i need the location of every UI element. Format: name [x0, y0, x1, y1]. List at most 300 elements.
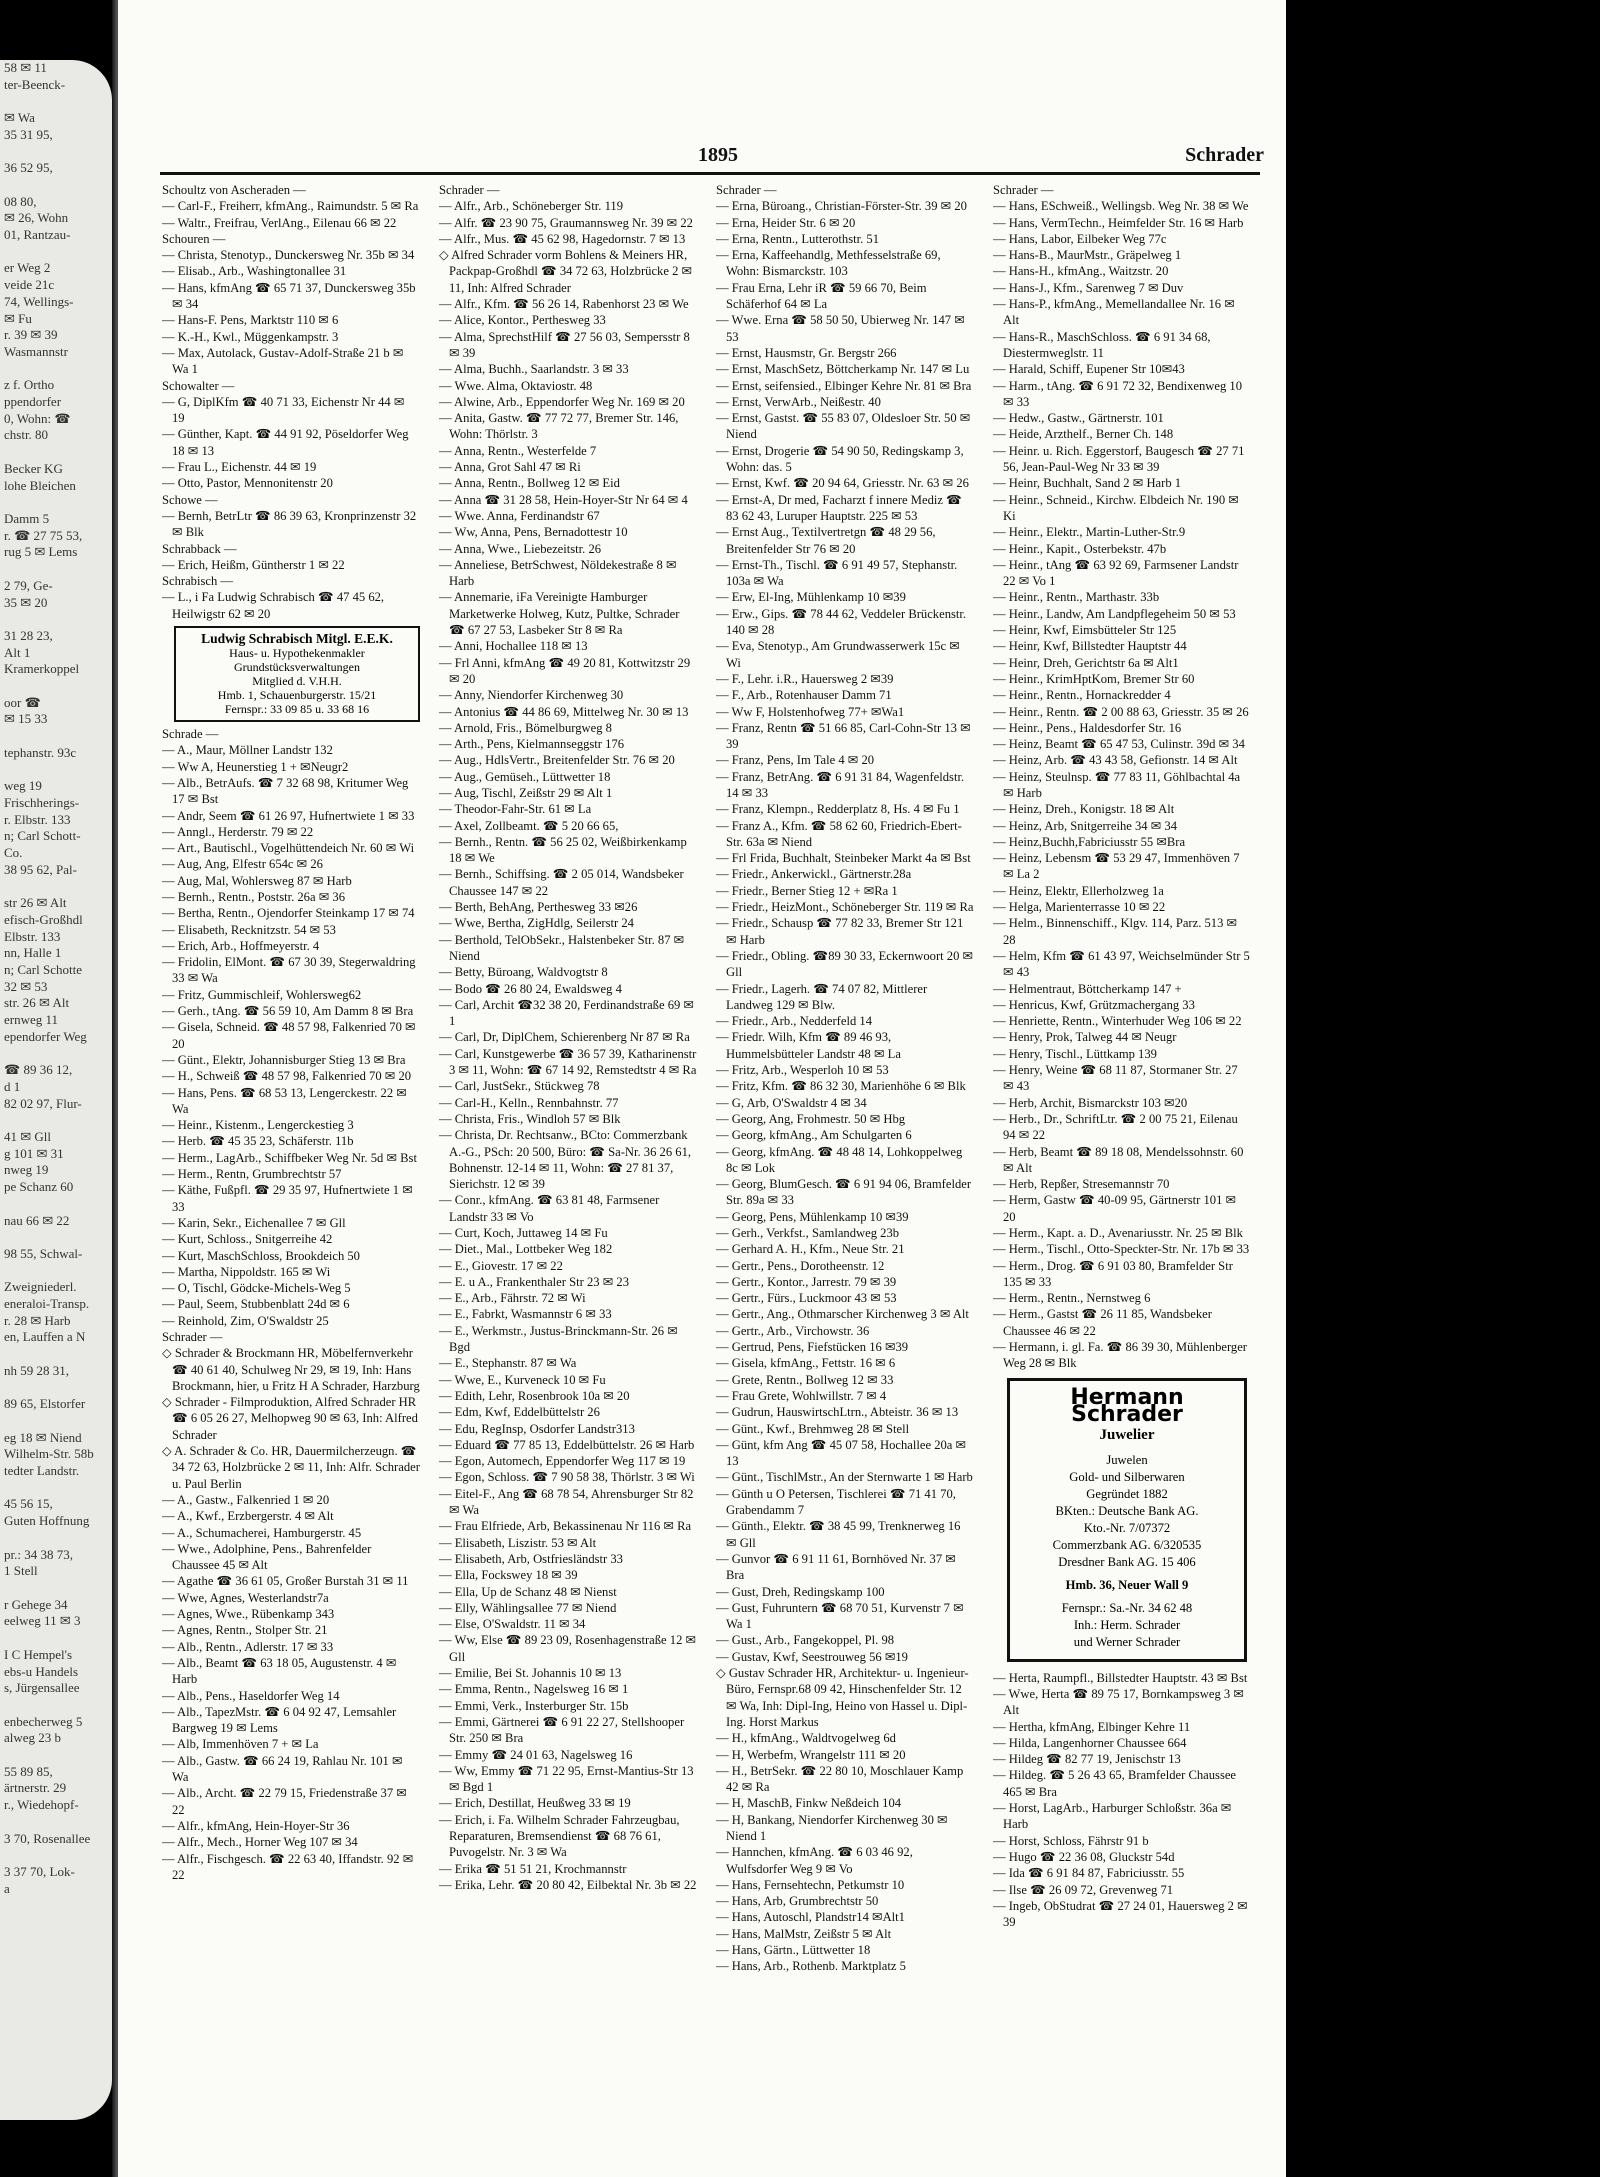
directory-entry: — Gertr., Pens., Dorotheenstr. 12 — [716, 1258, 885, 1273]
directory-entry: — Andr, Seem ☎ 61 26 97, Hufnertwiete 1 ✉ 33 — [162, 808, 415, 823]
directory-entry: — Heinr., Landw, Am Landpflegeheim 50 ✉ 53 — [993, 606, 1236, 621]
directory-entry: — E., Fabrkt, Wasmannstr 6 ✉ 33 — [439, 1307, 612, 1322]
surname-heading: Schrabisch — — [162, 574, 233, 589]
directory-entry: — Hans, Pens. ☎ 68 53 13, Lengerckestr. 22 ✉ Wa — [162, 1085, 407, 1116]
directory-entry: — Ww, Else ☎ 89 23 09, Rosenhagenstraße 12 ✉ Gll — [439, 1633, 697, 1664]
left-page-text-fragment — [0, 1747, 112, 1764]
left-page-text-fragment: Damm 5 — [4, 510, 50, 526]
left-page-text-fragment — [0, 561, 112, 578]
left-page-text-fragment — [0, 1580, 112, 1597]
directory-entry: — Franz, Klempn., Redderplatz 8, Hs. 4 ✉ Fu 1 — [716, 802, 960, 817]
directory-entry: — Heinz, Steulnsp. ☎ 77 83 11, Göhlbachtal 4a ✉ Harb — [993, 769, 1241, 800]
ad-line: Fernspr.: 33 09 85 u. 33 68 16 — [224, 702, 370, 717]
directory-entry: — Alwine, Arb., Eppendorfer Weg Nr. 169 ✉ 20 — [439, 394, 685, 409]
directory-entry: — Günt, kfm Ang ☎ 45 07 58, Hochallee 20a ✉ 13 — [716, 1437, 967, 1469]
left-page-text-fragment: 0, Wohn: ☎ — [4, 410, 71, 426]
ad-line: BKten.: Deutsche Bank AG. — [1055, 1503, 1199, 1518]
directory-entry: — Herb., Dr., SchriftLtr. ☎ 2 00 75 21, Eilenau 94 ✉ 22 — [993, 1111, 1238, 1143]
left-page-text-fragment — [0, 361, 112, 378]
directory-entry: — K.-H., Kwl., Müggenkampstr. 3 — [162, 329, 339, 344]
directory-entry: — Heinz, Lebensm ☎ 53 29 47, Immenhöven 7 ✉ La 2 — [993, 851, 1240, 882]
directory-entry: — Ernst-Th., Tischl. ☎ 6 91 49 57, Stephanstr. 103a ✉ Wa — [716, 557, 958, 589]
directory-entry: — Eduard ☎ 77 85 13, Eddelbüttelstr. 26 ✉ Harb — [439, 1437, 695, 1452]
directory-entry: — Franz A., Kfm. ☎ 58 62 60, Friedrich-Ebert-Str. 63a ✉ Niend — [716, 818, 962, 849]
directory-entry: — Frau Erna, Lehr iR ☎ 59 66 70, Beim Schäferhof 64 ✉ La — [716, 280, 927, 312]
left-page-text-fragment — [0, 611, 112, 628]
directory-entry: — Else, O'Swaldstr. 11 ✉ 34 — [439, 1617, 586, 1632]
directory-entry: — A., Gastw., Falkenried 1 ✉ 20 — [162, 1492, 330, 1507]
directory-entry: — Erich, Destillat, Heußweg 33 ✉ 19 — [439, 1796, 631, 1811]
directory-entry: — Heinr., Pens., Haldesdorfer Str. 16 — [993, 720, 1182, 735]
directory-entry: — Hans, ESchweiß., Wellingsb. Weg Nr. 38 ✉ We — [993, 199, 1249, 214]
directory-entry: — Fritz, Kfm. ☎ 86 32 30, Marienhöhe 6 ✉ Blk — [716, 1079, 966, 1094]
directory-entry: — Kurt, Schloss., Snitgerreihe 42 — [162, 1232, 333, 1247]
surname-heading: Schrader — — [993, 183, 1054, 197]
directory-entry: — E., Giovestr. 17 ✉ 22 — [439, 1258, 563, 1273]
directory-entry: — H, MaschB, Finkw Neßdeich 104 — [716, 1796, 902, 1811]
surname-heading: Schrade — — [162, 727, 219, 742]
directory-entry: — H., kfmAng., Waldtvogelweg 6d — [716, 1731, 896, 1746]
directory-entry: — Georg, kfmAng. ☎ 48 48 14, Lohkoppelweg 8c ✉ Lok — [716, 1144, 963, 1175]
directory-entry: — Hermann, i. gl. Fa. ☎ 86 39 30, Mühlenberger Weg 28 ✉ Blk — [993, 1340, 1247, 1371]
directory-entry: — Heinr., Elektr., Martin-Luther-Str.9 — [993, 525, 1186, 540]
directory-entry: — Axel, Zollbeamt. ☎ 5 20 66 65, — [439, 818, 619, 833]
directory-entry: — Conr., kfmAng. ☎ 63 81 48, Farmsener Landstr 33 ✉ Vo — [439, 1193, 660, 1224]
left-page-text-fragment — [0, 1413, 112, 1430]
directory-entry: — Gertr., Fürs., Luckmoor 43 ✉ 53 — [716, 1291, 897, 1306]
left-page-text-fragment: ppendorfer — [4, 394, 62, 410]
directory-entry: — Georg, Pens, Mühlenkamp 10 ✉39 — [716, 1209, 909, 1224]
directory-entry: — Alfr., Mus. ☎ 45 62 98, Hagedornstr. 7 ✉ 13 — [439, 231, 686, 246]
directory-entry: — Herta, Raumpfl., Billstedter Hauptstr. 43 ✉ Bst — [993, 1670, 1248, 1685]
directory-entry: — Anny, Niendorfer Kirchenweg 30 — [439, 688, 624, 703]
directory-entry: — Heinr, Dreh, Gerichtstr 6a ✉ Alt1 — [993, 655, 1179, 670]
directory-entry: — Hildeg. ☎ 5 26 43 65, Bramfelder Chaussee 465 ✉ Bra — [993, 1768, 1237, 1799]
directory-entry: — Hans, kfmAng ☎ 65 71 37, Dunckersweg 35b ✉ 34 — [162, 280, 416, 312]
left-page-text-fragment: chstr. 80 — [4, 427, 49, 443]
directory-entry: — Heinr., Rentn. ☎ 2 00 88 63, Griesstr. 35 ✉ 26 — [993, 704, 1249, 719]
directory-entry: — Wwe, E., Kurveneck 10 ✉ Fu — [439, 1372, 606, 1387]
directory-entry: — H, Werbefm, Wrangelstr 111 ✉ 20 — [716, 1747, 906, 1762]
directory-entry: — L., i Fa Ludwig Schrabisch ☎ 47 45 62, Heilwigstr 62 ✉ 20 — [162, 590, 385, 621]
directory-entry: — Harm., tAng. ☎ 6 91 72 32, Bendixenweg 10 ✉ 33 — [993, 378, 1242, 409]
directory-entry: — F., Lehr. i.R., Hauersweg 2 ✉39 — [716, 671, 894, 686]
left-page-text-fragment: 41 ✉ Gll — [4, 1129, 52, 1144]
left-page-text-fragment: 08 80, — [4, 193, 37, 209]
directory-entry: — Ernst, Gastst. ☎ 55 83 07, Oldesloer Str. 50 ✉ Niend — [716, 411, 971, 442]
left-page-text-fragment: nh 59 28 31, — [4, 1362, 69, 1378]
left-page-text-fragment: nau 66 ✉ 22 — [4, 1212, 70, 1228]
directory-entry: — Carl, Archit ☎32 38 20, Ferdinandstraße 69 ✉ 1 — [439, 997, 694, 1029]
directory-entry: — Ella, Fockswey 18 ✉ 39 — [439, 1568, 578, 1583]
running-head: Schrader — [1185, 144, 1264, 166]
directory-entry: — Carl-H., Kelln., Rennbahnstr. 77 — [439, 1095, 619, 1110]
directory-entry: — Herm., Rentn., Nernstweg 6 — [993, 1291, 1151, 1306]
directory-entry: — Erich, Heißm, Güntherstr 1 ✉ 22 — [162, 557, 345, 572]
left-page-text-fragment: nweg 19 — [4, 1162, 49, 1178]
left-page-text-fragment: enbecherweg 5 — [4, 1713, 83, 1729]
page-number: 1895 — [698, 144, 738, 166]
directory-entry: — Erna, Büroang., Christian-Förster-Str. 39 ✉ 20 — [716, 199, 967, 214]
directory-entry: — Herm., Rentn, Grumbrechtstr 57 — [162, 1167, 342, 1182]
directory-entry: — Ww F, Holstenhofweg 77+ ✉Wa1 — [716, 704, 905, 719]
directory-entry: — G, DiplKfm ☎ 40 71 33, Eichenstr Nr 44 ✉ 19 — [162, 394, 405, 426]
left-page-text-fragment — [0, 1229, 112, 1246]
directory-entry: — Bernh., Schiffsing. ☎ 2 05 014, Wandsbeker Chaussee 147 ✉ 22 — [439, 867, 684, 898]
directory-entry: — Herm., LagArb., Schiffbeker Weg Nr. 5d ✉ Bst — [162, 1150, 417, 1165]
directory-entry: — Ernst, seifensied., Elbinger Kehre Nr. 81 ✉ Bra — [716, 378, 972, 393]
directory-entry: — Gustav, Kwf, Seestrouweg 56 ✉19 — [716, 1649, 908, 1664]
directory-entry: — Anna, Rentn., Westerfelde 7 — [439, 443, 597, 458]
directory-entry: — Emmi, Verk., Insterburger Str. 15b — [439, 1698, 629, 1713]
directory-entry: — Grete, Rentn., Bollweg 12 ✉ 33 — [716, 1372, 894, 1387]
directory-entry: — Ernst, Kwf. ☎ 20 94 64, Griesstr. Nr. 63 ✉ 26 — [716, 476, 969, 491]
directory-entry: — Anngl., Herderstr. 79 ✉ 22 — [162, 824, 314, 839]
directory-entry: — Hertha, kfmAng, Elbinger Kehre 11 — [993, 1719, 1191, 1734]
left-page-text-fragment: r. 28 ✉ Harb — [4, 1312, 71, 1328]
left-page-text-fragment: Alt 1 — [4, 644, 31, 660]
directory-entry: — Heide, Arzthelf., Berner Ch. 148 — [993, 427, 1174, 442]
left-page-text-fragment — [0, 1196, 112, 1213]
directory-entry: — Carl-F., Freiherr, kfmAng., Raimundstr. 5 ✉ Ra — [162, 199, 419, 214]
left-page-text-fragment: ernweg 11 — [4, 1012, 59, 1028]
left-page-text-fragment: eneraloi-Transp. — [4, 1296, 90, 1312]
directory-entry: — Ernst, MaschSetz, Böttcherkamp Nr. 147 ✉ Lu — [716, 362, 970, 377]
surname-heading: Schoultz von Ascheraden — — [162, 183, 306, 197]
directory-entry: — Gertr., Arb., Virchowstr. 36 — [716, 1323, 870, 1338]
directory-entry: — Alfr. ☎ 23 90 75, Graumannsweg Nr. 39 ✉ 22 — [439, 215, 693, 230]
directory-entry: — Erna, Heider Str. 6 ✉ 20 — [716, 215, 856, 230]
directory-entry: — Herb, Archit, Bismarckstr 103 ✉20 — [993, 1095, 1188, 1110]
left-page-text-fragment: 32 ✉ 53 — [4, 978, 48, 994]
left-page-text-fragment — [0, 1112, 112, 1129]
ad-line: Gold- und Silberwaren — [1069, 1469, 1185, 1484]
directory-entry: — Henry, Prok, Talweg 44 ✉ Neugr — [993, 1030, 1177, 1045]
directory-entry: — Hans-P., kfmAng., Memellandallee Nr. 16 ✉ Alt — [993, 297, 1235, 328]
directory-entry: — Gust, Dreh, Redingskamp 100 — [716, 1584, 885, 1599]
left-page-text-fragment: r., Wiedehopf- — [4, 1797, 79, 1813]
directory-entry: — Carl, Dr, DiplChem, Schierenberg Nr 87 ✉ Ra — [439, 1030, 690, 1045]
directory-entry: — Erika ☎ 51 51 21, Krochmannstr — [439, 1861, 627, 1876]
left-page-text-fragment: en, Lauffen a N — [4, 1329, 86, 1345]
directory-entry: — Erw., Gips. ☎ 78 44 62, Veddeler Brückenstr. 140 ✉ 28 — [716, 606, 967, 638]
left-page-text-fragment: ependorfer Weg — [4, 1028, 87, 1044]
directory-entry: — A., Maur, Möllner Landstr 132 — [162, 743, 333, 758]
directory-entry: — Bernh, BetrLtr ☎ 86 39 63, Kronprinzenstr 32 ✉ Blk — [162, 508, 417, 540]
directory-entry: — Erna, Rentn., Lutterothstr. 51 — [716, 231, 879, 246]
directory-entry: — Heinr., KrimHptKom, Bremer Str 60 — [993, 671, 1195, 686]
directory-entry: — Fritz, Gummischleif, Wohlersweg62 — [162, 987, 362, 1002]
left-page-text-fragment: g 101 ✉ 31 — [4, 1145, 64, 1161]
left-page-text-fragment: r Gehege 34 — [4, 1596, 68, 1612]
left-page-text-fragment: r. ☎ 27 75 53, — [4, 527, 83, 543]
directory-entry: — Henriette, Rentn., Winterhuder Weg 106 ✉ 22 — [993, 1014, 1242, 1029]
left-page-text-fragment: r. 39 ✉ 39 — [4, 327, 58, 343]
left-page-text-fragment: Frischherings- — [4, 794, 80, 810]
left-page-text-fragment: ☎ 89 36 12, — [4, 1062, 73, 1078]
directory-entry: — Diet., Mal., Lottbeker Weg 182 — [439, 1242, 613, 1257]
directory-entry: — Carl, JustSekr., Stückweg 78 — [439, 1079, 600, 1094]
column-1 — [162, 182, 420, 2102]
directory-entry: — Franz, BetrAng. ☎ 6 91 31 84, Wagenfeldstr. 14 ✉ 33 — [716, 769, 965, 800]
directory-entry: — Hans-J., Kfm., Sarenweg 7 ✉ Duv — [993, 280, 1184, 295]
directory-entry: — Herb, Beamt ☎ 89 18 08, Mendelssohnstr. 60 ✉ Alt — [993, 1144, 1244, 1175]
directory-entry: — Gunvor ☎ 6 91 11 61, Bornhöved Nr. 37 ✉ Bra — [716, 1551, 956, 1583]
left-page-text-fragment: ✉ Wa — [4, 110, 35, 126]
directory-entry: — Gerhard A. H., Kfm., Neue Str. 21 — [716, 1242, 905, 1257]
directory-entry: — Ida ☎ 6 91 84 87, Fabriciusstr. 55 — [993, 1866, 1185, 1881]
directory-entry: — Gertr., Ang., Othmarscher Kirchenweg 3 ✉ Alt — [716, 1307, 969, 1322]
directory-entry: — Gust, Fuhruntern ☎ 68 70 51, Kurvenstr 7 ✉ Wa 1 — [716, 1600, 964, 1632]
directory-entry: — Herb. ☎ 45 35 23, Schäferstr. 11b — [162, 1134, 354, 1149]
directory-entry: — Heinz, Arb. ☎ 43 43 58, Gefionstr. 14 ✉ Alt — [993, 753, 1238, 768]
ad-line: Fernspr.: Sa.-Nr. 34 62 48 — [1061, 1600, 1193, 1615]
directory-entry: — Eitel-F., Ang ☎ 68 78 54, Ahrensburger Str 82 ✉ Wa — [439, 1486, 694, 1518]
directory-entry: — Anna ☎ 31 28 58, Hein-Hoyer-Str Nr 64 ✉ 4 — [439, 492, 688, 507]
directory-entry: — Alb., Archt. ☎ 22 79 15, Friedenstraße 37 ✉ 22 — [162, 1786, 407, 1817]
directory-entry: — Anna, Rentn., Bollweg 12 ✉ Eid — [439, 476, 620, 491]
directory-entry: — Georg, Ang, Frohmestr. 50 ✉ Hbg — [716, 1111, 906, 1126]
directory-entry: — Gisela, Schneid. ☎ 48 57 98, Falkenried 70 ✉ 20 — [162, 1020, 416, 1051]
directory-entry: — Fritz, Arb., Wesperloh 10 ✉ 53 — [716, 1063, 889, 1078]
directory-entry: — Waltr., Freifrau, VerlAng., Eilenau 66 ✉ 22 — [162, 215, 397, 230]
left-page-text-fragment: 38 95 62, Pal- — [4, 861, 77, 877]
left-page-text-fragment: ✉ 26, Wohn — [4, 210, 69, 226]
directory-entry: — Herm., Gastst ☎ 26 11 85, Wandsbeker Chaussee 46 ✉ 22 — [993, 1307, 1212, 1338]
directory-entry: — Berth, BehAng, Perthesweg 33 ✉26 — [439, 900, 638, 915]
ad-line: Haus- u. Hypothekenmakler — [229, 646, 365, 661]
directory-entry: — Elisab., Arb., Washingtonallee 31 — [162, 264, 347, 279]
directory-entry: — Erich, i. Fa. Wilhelm Schrader Fahrzeugbau, Reparaturen, Bremsendienst ☎ 68 76 61, Puvogelstr. Nr. 3 ✉ Wa — [439, 1812, 680, 1860]
directory-entry: — Hans-R., MaschSchloss. ☎ 6 91 34 68, Diestermweglstr. 11 — [993, 329, 1211, 360]
directory-entry: — Bertha, Rentn., Ojendorfer Steinkamp 17 ✉ 74 — [162, 906, 415, 921]
directory-entry: — Ernst Aug., Textilvertretgn ☎ 48 29 56, Breitenfelder Str 76 ✉ 20 — [716, 525, 936, 556]
directory-entry: — Alma, Buchh., Saarlandstr. 3 ✉ 33 — [439, 362, 629, 377]
left-page-text-fragment: n; Carl Schott- — [4, 828, 81, 844]
surname-heading: Schrader — — [439, 183, 500, 197]
directory-entry: — Wwe. Erna ☎ 58 50 50, Ubierweg Nr. 147 ✉ 53 — [716, 313, 965, 344]
surname-heading: Schrader — — [716, 183, 777, 197]
directory-entry: — H, Bankang, Niendorfer Kirchenweg 30 ✉ Niend 1 — [716, 1812, 948, 1843]
directory-entry: — Elly, Wählingsallee 77 ✉ Niend — [439, 1600, 617, 1615]
ad-line: Hmb. 1, Schauenburgerstr. 15/21 — [217, 688, 377, 703]
directory-entry: — Emmy ☎ 24 01 63, Nagelsweg 16 — [439, 1747, 633, 1762]
directory-entry: — Friedr., Berner Stieg 12 + ✉Ra 1 — [716, 883, 898, 898]
directory-entry: ◇ Schrader - Filmproduktion, Alfred Schrader HR ☎ 6 05 26 27, Melhopweg 90 ✉ 63, Inh: Alfred Schrader — [162, 1395, 418, 1442]
directory-entry: — Hilda, Langenhorner Chaussee 664 — [993, 1735, 1187, 1750]
directory-entry: — Anna, Grot Sahl 47 ✉ Ri — [439, 460, 581, 475]
left-page-text-fragment: 1 Stell — [4, 1563, 38, 1579]
directory-entry: — Heinr., Schneid., Kirchw. Elbdeich Nr. 190 ✉ Ki — [993, 492, 1239, 523]
directory-entry: — Kurt, MaschSchloss, Brookdeich 50 — [162, 1248, 360, 1263]
directory-entry: — Bernh., Rentn. ☎ 56 25 02, Weißbirkenkamp 18 ✉ We — [439, 834, 687, 866]
directory-entry: — A., Kwf., Erzbergerstr. 4 ✉ Alt — [162, 1509, 334, 1524]
directory-entry: — Frl Frida, Buchhalt, Steinbeker Markt 4a ✉ Bst — [716, 851, 971, 866]
left-page-text-fragment: 01, Rantzau- — [4, 227, 71, 243]
directory-entry: — Friedr., Schausp ☎ 77 82 33, Bremer Str 121 ✉ Harb — [716, 916, 964, 947]
directory-entry: — Helmentraut, Böttcherkamp 147 + — [993, 981, 1182, 996]
directory-entry: — Hans, Arb., Rothenb. Marktplatz 5 — [716, 1959, 906, 1974]
directory-entry: — Eva, Stenotyp., Am Grundwasserwerk 15c ✉ Wi — [716, 639, 960, 670]
directory-entry: — Herm, Gastw ☎ 40-09 95, Gärtnerstr 101 ✉ 20 — [993, 1193, 1237, 1224]
left-page-text-fragment: eelweg 11 ✉ 3 — [4, 1613, 81, 1629]
left-page-text-fragment — [0, 728, 112, 745]
directory-entry: — Henry, Tischl., Lüttkamp 139 — [993, 1046, 1157, 1061]
directory-entry: — Heinz, Beamt ☎ 65 47 53, Culinstr. 39d ✉ 34 — [993, 737, 1245, 752]
left-page-text-fragment: tedter Landstr. — [4, 1463, 80, 1479]
surname-heading: Schrader — — [162, 1330, 223, 1344]
left-page-text-fragment: 74, Wellings- — [4, 293, 74, 309]
ad-line: Gegründet 1882 — [1086, 1486, 1168, 1501]
left-page-text-fragment: Kramerkoppel — [4, 661, 80, 677]
directory-entry: — Christa, Dr. Rechtsanw., BCto: Commerzbank A.-G., PSch: 20 500, Büro: ☎ Sa-Nr. 36 26 61, Bohnenstr. 12-14 ✉ 11, Wohn: ☎ 27 81 37, Sierichstr. 12 ✉ 39 — [439, 1128, 692, 1192]
directory-entry: — Helm, Kfm ☎ 61 43 97, Weichselmünder Str 5 ✉ 43 — [993, 948, 1250, 980]
directory-entry: — Otto, Pastor, Mennonitenstr 20 — [162, 476, 333, 491]
directory-entry: — Heinr, Kwf, Eimsbütteler Str 125 — [993, 623, 1177, 638]
directory-entry: — Wwe, Bertha, ZigHdlg, Seilerstr 24 — [439, 916, 634, 931]
left-page-text-fragment: str 26 ✉ Alt — [4, 895, 67, 911]
left-page-text-fragment: s, Jürgensallee — [4, 1680, 80, 1696]
directory-entry: — Egon, Automech, Eppendorfer Weg 117 ✉ 19 — [439, 1454, 686, 1469]
directory-entry: — Edith, Lehr, Rosenbrook 10a ✉ 20 — [439, 1388, 630, 1403]
ad-line: Dresdner Bank AG. 15 406 — [1058, 1554, 1196, 1569]
directory-entry: — Georg, kfmAng., Am Schulgarten 6 — [716, 1128, 912, 1143]
left-page-text-fragment: oor ☎ — [4, 694, 41, 710]
directory-entry: — Max, Autolack, Gustav-Adolf-Straße 21 b ✉ Wa 1 — [162, 345, 404, 377]
left-page-text-fragment: tephanstr. 93c — [4, 744, 77, 760]
directory-entry: — Art., Bautischl., Vogelhüttendeich Nr. 60 ✉ Wi — [162, 841, 415, 856]
directory-entry: — Erich, Arb., Hoffmeyerstr. 4 — [162, 938, 320, 953]
directory-entry: — Heinr., tAng ☎ 63 92 69, Farmsener Landstr 22 ✉ Vo 1 — [993, 557, 1239, 589]
left-page-text-fragment: Wasmannstr — [4, 343, 68, 359]
directory-entry: — Alfr., kfmAng, Hein-Hoyer-Str 36 — [162, 1818, 350, 1833]
left-page-text-fragment — [0, 1480, 112, 1497]
directory-entry: — Ww, Emmy ☎ 71 22 95, Ernst-Mantius-Str 13 ✉ Bgd 1 — [439, 1763, 694, 1795]
left-page-text-fragment: nn, Halle 1 — [4, 945, 62, 961]
directory-entry: — Gertr., Kontor., Jarrestr. 79 ✉ 39 — [716, 1274, 897, 1289]
left-page-text-fragment: veide 21c — [4, 277, 55, 293]
left-page-text-fragment: pr.: 34 38 73, — [4, 1546, 73, 1562]
directory-entry: — Alb., Gastw. ☎ 66 24 19, Rahlau Nr. 101 ✉ Wa — [162, 1753, 403, 1785]
directory-entry: — Henry, Weine ☎ 68 11 87, Stormaner Str. 27 ✉ 43 — [993, 1063, 1238, 1094]
left-page-text-fragment — [0, 1346, 112, 1363]
ad-line: Grundstücksverwaltungen — [234, 660, 360, 675]
directory-entry: — Christa, Fris., Windloh 57 ✉ Blk — [439, 1111, 621, 1126]
left-page-text-fragment: alweg 23 b — [4, 1730, 62, 1746]
left-page-text-fragment: I C Hempel's — [4, 1646, 73, 1662]
directory-entry: — Gust., Arb., Fangekoppel, Pl. 98 — [716, 1633, 895, 1648]
column-3 — [716, 182, 974, 2102]
directory-entry: — Wwe. Alma, Oktaviostr. 48 — [439, 378, 593, 393]
left-page-text-fragment: a — [4, 1880, 10, 1896]
directory-entry: — Reinhold, Zim, O'Swaldstr 25 — [162, 1313, 329, 1328]
directory-entry: — Herm., Tischl., Otto-Speckter-Str. Nr. 17b ✉ 33 — [993, 1242, 1250, 1257]
directory-entry: — Alb, Immenhöven 7 + ✉ La — [162, 1737, 319, 1752]
directory-entry: — Wwe, Agnes, Westerlandstr7a — [162, 1590, 329, 1605]
directory-entry: — Gertrud, Pens, Fiefstücken 16 ✉39 — [716, 1340, 909, 1355]
directory-entry: — Erika, Lehr. ☎ 20 80 42, Eilbektal Nr. 3b ✉ 22 — [439, 1877, 697, 1892]
page-header — [160, 144, 1264, 174]
directory-entry: — Alb., BetrAufs. ☎ 7 32 68 98, Kritumer Weg 17 ✉ Bst — [162, 775, 409, 807]
directory-entry: ◇ Schrader & Brockmann HR, Möbelfernverkehr ☎ 40 61 40, Schulweg Nr 29, ✉ 19, Inh: Hans Brockmann, hier, u Fritz H A Schrader, Harzburg — [162, 1346, 420, 1393]
left-page-text-fragment: eg 18 ✉ Niend — [4, 1429, 82, 1445]
directory-entry: — Hans, Autoschl, Plandstr14 ✉Alt1 — [716, 1910, 905, 1925]
directory-entry: — Frau L., Eichenstr. 44 ✉ 19 — [162, 460, 317, 475]
directory-entry: — Heinr., Kapit., Osterbekstr. 47b — [993, 541, 1167, 556]
surname-heading: Schouren — — [162, 231, 226, 246]
directory-entry: — Ernst, VerwArb., Neißestr. 40 — [716, 394, 881, 409]
directory-entry: — Alb., Pens., Haseldorfer Weg 14 — [162, 1688, 340, 1703]
directory-entry: — O, Tischl, Gödcke-Michels-Weg 5 — [162, 1281, 351, 1296]
ad-line: Hmb. 36, Neuer Wall 9 — [1065, 1577, 1189, 1592]
directory-entry: — Gerh., tAng. ☎ 56 59 10, Am Damm 8 ✉ Bra — [162, 1004, 414, 1019]
directory-entry: — Henricus, Kwf, Grützmachergang 33 — [993, 997, 1195, 1012]
directory-entry: — H., BetrSekr. ☎ 22 80 10, Moschlauer Kamp 42 ✉ Ra — [716, 1763, 964, 1795]
directory-entry: — E., Arb., Fährstr. 72 ✉ Wi — [439, 1291, 586, 1306]
directory-entry: — Erw, El-Ing, Mühlenkamp 10 ✉39 — [716, 590, 906, 605]
directory-entry: — A., Schumacherei, Hamburgerstr. 45 — [162, 1525, 362, 1540]
left-page-text-fragment: n; Carl Schotte — [4, 961, 82, 977]
left-page-text-fragment: 82 02 97, Flur- — [4, 1095, 82, 1111]
directory-entry: — Aug, Tischl, Zeißstr 29 ✉ Alt 1 — [439, 785, 613, 800]
left-page-fragment — [0, 60, 112, 2120]
directory-entry: — Aug., HdlsVertr., Breitenfelder Str. 76 ✉ 20 — [439, 753, 675, 768]
left-page-text-fragment: Wilhelm-Str. 58b — [4, 1446, 94, 1462]
header-rule — [160, 172, 1260, 175]
directory-entry: — Harald, Schiff, Eupener Str 10✉43 — [993, 362, 1185, 377]
directory-entry: — Alice, Kontor., Perthesweg 33 — [439, 313, 606, 328]
left-page-text-fragment: 3 37 70, Lok- — [4, 1863, 75, 1879]
left-page-text-fragment — [0, 144, 112, 161]
left-page-text-fragment — [0, 244, 112, 261]
directory-entry: — Elisabeth, Recknitzstr. 54 ✉ 53 — [162, 922, 336, 937]
directory-entry: — Christa, Stenotyp., Dunckersweg Nr. 35b ✉ 34 — [162, 248, 415, 263]
directory-entry: — Heinr., Rentn., Marthastr. 33b — [993, 590, 1160, 605]
directory-entry: — Emmi, Gärtnerei ☎ 6 91 22 27, Stellshooper Str. 250 ✉ Bra — [439, 1714, 685, 1746]
directory-entry: — Heinr, Buchhalt, Sand 2 ✉ Harb 1 — [993, 476, 1182, 491]
directory-entry: — Georg, BlumGesch. ☎ 6 91 94 06, Bramfelder Str. 89a ✉ 33 — [716, 1177, 972, 1208]
directory-entry: — Frau Grete, Wohlwillstr. 7 ✉ 4 — [716, 1388, 887, 1403]
directory-entry: — Ingeb, ObStudrat ☎ 27 24 01, Hauersweg 2 ✉ 39 — [993, 1898, 1248, 1930]
directory-entry: — Gisela, kfmAng., Fettstr. 16 ✉ 6 — [716, 1356, 896, 1371]
directory-entry: — Ernst, Hausmstr, Gr. Bergstr 266 — [716, 345, 897, 360]
directory-entry: — Arth., Pens, Kielmannseggstr 176 — [439, 737, 625, 752]
directory-entry: — Heinr., Rentn., Hornackredder 4 — [993, 688, 1171, 703]
directory-entry: — Bernh., Rentn., Poststr. 26a ✉ 36 — [162, 889, 346, 904]
directory-entry: — Günt., Kwf., Brehmweg 28 ✉ Stell — [716, 1421, 910, 1436]
left-page-text-fragment — [0, 1045, 112, 1062]
left-page-text-fragment — [0, 494, 112, 511]
left-page-text-fragment: 31 28 23, — [4, 627, 53, 643]
directory-entry: — Herm., Drog. ☎ 6 91 03 80, Bramfelder Str 135 ✉ 33 — [993, 1258, 1233, 1289]
directory-entry: — Hans, Arb, Grumbrechtstr 50 — [716, 1894, 879, 1909]
ad-line: Mitglied d. V.H.H. — [252, 674, 342, 689]
left-page-text-fragment: 3 70, Rosenallee — [4, 1830, 91, 1846]
directory-entry: — Ernst, Drogerie ☎ 54 90 50, Redingskamp 3, Wohn: das. 5 — [716, 443, 964, 475]
directory-entry: — Alb., Rentn., Adlerstr. 17 ✉ 33 — [162, 1639, 334, 1654]
directory-entry: — Agnes, Wwe., Rübenkamp 343 — [162, 1607, 335, 1622]
ad-line: Juwelen — [1106, 1452, 1148, 1467]
directory-entry: — Franz, Rentn ☎ 51 66 85, Carl-Cohn-Str 13 ✉ 39 — [716, 720, 971, 752]
left-page-text-fragment: str. 26 ✉ Alt — [4, 995, 70, 1011]
column-2 — [439, 182, 697, 2102]
directory-entry: — Heinz, Elektr, Ellerholzweg 1a — [993, 883, 1164, 898]
directory-entry: — Horst, Schloss, Fährstr 91 b — [993, 1833, 1149, 1848]
left-page-text-fragment: Guten Hoffnung — [4, 1513, 90, 1529]
left-page-text-fragment — [0, 1630, 112, 1647]
ad-line: Juwelier — [1099, 1426, 1155, 1443]
directory-entry: — Emma, Rentn., Nagelsweg 16 ✉ 1 — [439, 1682, 629, 1697]
